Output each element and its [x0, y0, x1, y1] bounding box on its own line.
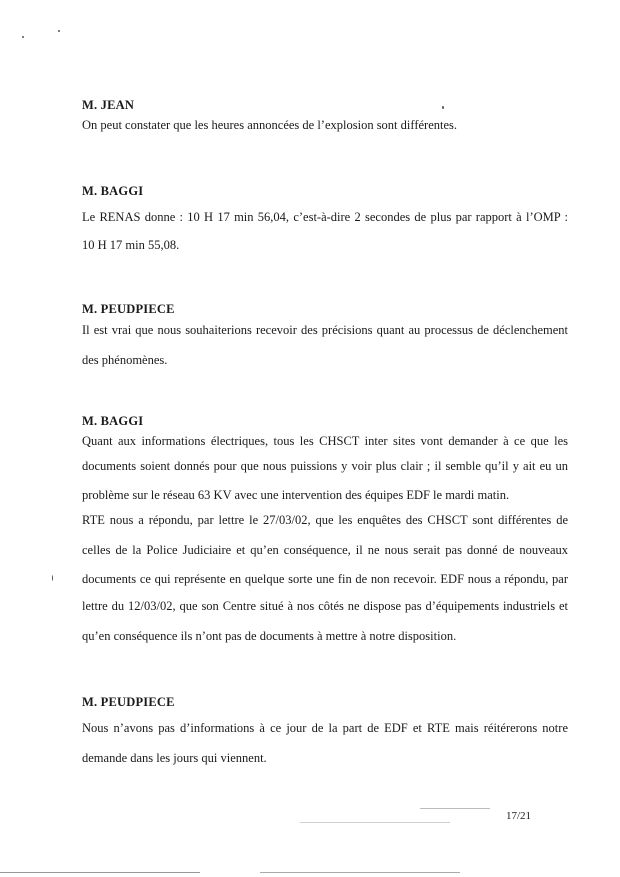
scan-noise [300, 822, 450, 823]
paragraph-line: problème sur le réseau 63 KV avec une intervention des équipes EDF le mardi matin. [82, 488, 510, 502]
paragraph-line: RTE nous a répondu, par lettre le 27/03/02, que les enquêtes des CHSCT sont différentes de [82, 513, 568, 527]
scan-noise [0, 872, 200, 873]
speaker-name: M. PEUDPIECE [82, 695, 175, 709]
scan-speck [52, 575, 53, 581]
paragraph-line: des phénomènes. [82, 353, 168, 367]
paragraph-line: Nous n’avons pas d’informations à ce jour de la part de EDF et RTE mais réitérerons notre [82, 721, 568, 735]
speaker-name: M. JEAN [82, 98, 135, 112]
scan-speck [22, 36, 24, 38]
paragraph-line: demande dans les jours qui viennent. [82, 751, 267, 765]
paragraph-line: documents ce qui représente en quelque sorte une fin de non recevoir. EDF nous a répondu, par [82, 572, 568, 586]
scan-speck [58, 30, 60, 32]
paragraph-line: Il est vrai que nous souhaiterions recevoir des précisions quant au processus de déclenchement [82, 323, 568, 337]
speaker-name: M. BAGGI [82, 414, 144, 428]
scan-noise [420, 808, 490, 809]
paragraph-line: celles de la Police Judiciaire et qu’en conséquence, il ne nous serait pas donné de nouveaux [82, 543, 568, 557]
paragraph-line: Le RENAS donne : 10 H 17 min 56,04, c’est-à-dire 2 secondes de plus par rapport à l’OMP : [82, 210, 568, 224]
scan-speck [442, 106, 444, 109]
page-number: 17/21 [506, 810, 532, 822]
speaker-name: M. PEUDPIECE [82, 302, 175, 316]
speaker-name: M. BAGGI [82, 184, 144, 198]
paragraph-line: qu’en conséquence ils n’ont pas de documents à mettre à notre disposition. [82, 629, 457, 643]
paragraph-line: Quant aux informations électriques, tous les CHSCT inter sites vont demander à ce que les [82, 434, 568, 448]
paragraph-line: lettre du 12/03/02, que son Centre situé à nos côtés ne dispose pas d’équipements industriels et [82, 599, 568, 613]
paragraph-line: 10 H 17 min 55,08. [82, 238, 180, 252]
paragraph-line: documents soient donnés pour que nous puissions y voir plus clair ; il semble qu’il y ait eu un [82, 459, 568, 473]
scan-noise [260, 872, 460, 873]
paragraph-line: On peut constater que les heures annoncées de l’explosion sont différentes. [82, 118, 457, 132]
